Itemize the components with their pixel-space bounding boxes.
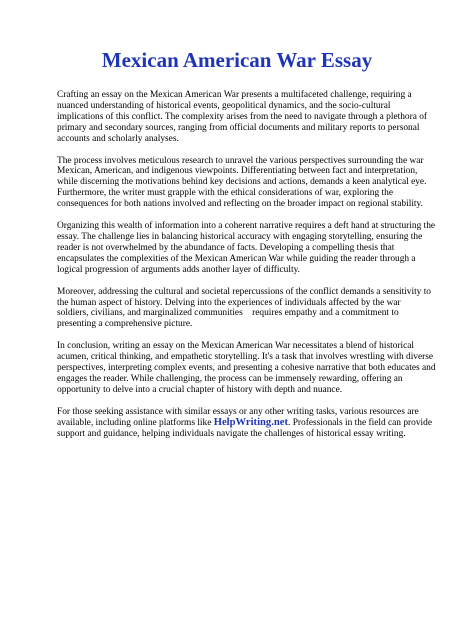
text-line: Organizing this wealth of information into a coherent narrative requires a deft hand at structuring the <box>57 221 436 232</box>
text-line: consequences for both nations involved and reflecting on the broader impact on regional stability. <box>57 199 423 210</box>
text-line: accounts and scholarly analyses. <box>57 133 179 144</box>
text-line: the human aspect of history. Delving into the experiences of individuals affected by the war <box>57 297 401 308</box>
text-line: while discerning the motivations behind key decisions and actions, demands a keen analytical eye. <box>57 177 427 188</box>
paragraph-organizing <box>57 221 437 276</box>
text-segment: available, including online platforms like <box>57 417 214 428</box>
paragraph-intro <box>57 90 437 145</box>
text-line: soldiers, civilians, and marginalized communities requires empathy and a commitment to <box>57 308 399 319</box>
text-line: The process involves meticulous research to unravel the various perspectives surrounding the war <box>57 155 424 166</box>
text-line: Mexican, American, and indigenous viewpoints. Differentiating between fact and interpretation, <box>57 166 418 177</box>
text-line: primary and secondary sources, ranging from official documents and military reports to personal <box>57 122 420 133</box>
text-line: presenting a comprehensive picture. <box>57 319 193 330</box>
text-line: implications of this conflict. The complexity arises from the need to navigate through a plethora of <box>57 111 428 122</box>
text-line: Moreover, addressing the cultural and societal repercussions of the conflict demands a sensitivity to <box>57 286 431 297</box>
helpwriting-link[interactable]: HelpWriting.net <box>213 416 288 428</box>
text-line: engages the reader. While challenging, the process can be immensely rewarding, offering an <box>57 373 403 384</box>
text-line <box>57 418 437 429</box>
paragraph-conclusion <box>57 341 437 396</box>
text-line: In conclusion, writing an essay on the Mexican American War necessitates a blend of historical <box>57 341 415 352</box>
text-line: encapsulates the complexities of the Mexican American War while guiding the reader through a <box>57 253 416 264</box>
text-line: opportunity to delve into a crucial chapter of history with depth and nuance. <box>57 384 343 395</box>
text-line: nuanced understanding of historical events, geopolitical dynamics, and the socio-cultural <box>57 100 391 111</box>
paragraph-research <box>57 156 437 211</box>
text-segment: . Professionals in the field can provide <box>288 417 432 428</box>
paragraph-closing <box>57 407 437 440</box>
document-title: Mexican American War Essay <box>101 48 373 72</box>
text-line: essay. The challenge lies in balancing historical accuracy with engaging storytelling, ensuring the <box>57 231 423 242</box>
text-line: support and guidance, helping individuals navigate the challenges of historical essay writing. <box>57 428 406 439</box>
document-body <box>57 90 437 450</box>
text-line: reader is not overwhelmed by the abundance of facts. Developing a compelling thesis that <box>57 242 395 253</box>
paragraph-cultural <box>57 287 437 331</box>
text-line: Furthermore, the writer must grapple with the ethical considerations of war, exploring the <box>57 188 393 199</box>
text-line: Crafting an essay on the Mexican American War presents a multifaceted challenge, requiring a <box>57 90 412 100</box>
text-line: For those seeking assistance with similar essays or any other writing tasks, various resources are <box>57 406 419 417</box>
text-line: acumen, critical thinking, and empathetic storytelling. It's a task that involves wrestling with diverse <box>57 352 434 363</box>
text-line: perspectives, interpreting complex events, and presenting a cohesive narrative that both educates and <box>57 363 436 374</box>
text-line: logical progression of arguments adds another layer of difficulty. <box>57 264 300 275</box>
